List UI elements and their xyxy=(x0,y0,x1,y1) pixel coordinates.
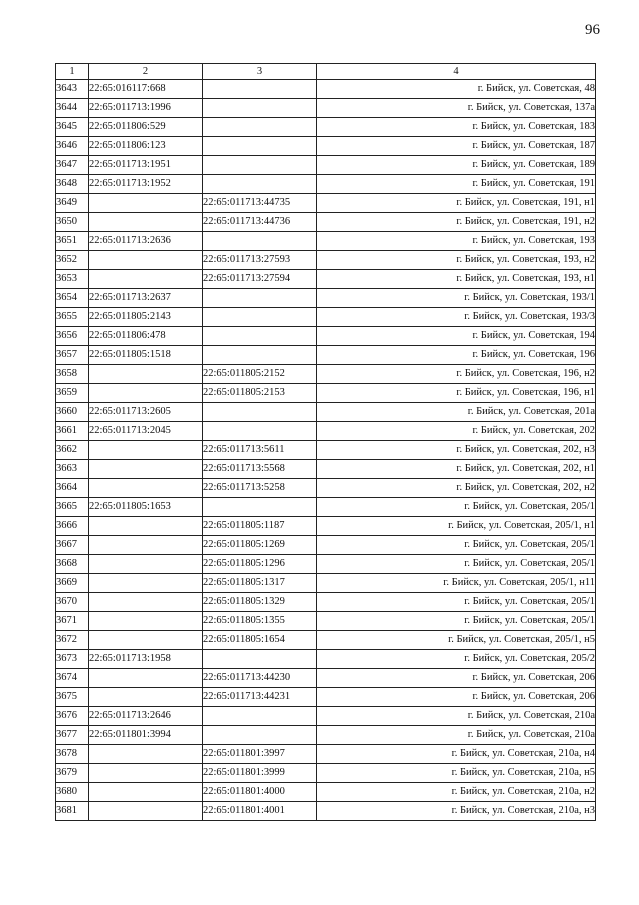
table-row xyxy=(56,498,596,517)
row-number-cell: 3656 xyxy=(56,327,89,346)
address-cell: г. Бийск, ул. Советская, 189 xyxy=(317,156,596,175)
address-cell: г. Бийск, ул. Советская, 206 xyxy=(317,669,596,688)
address-cell: г. Бийск, ул. Советская, 196 xyxy=(317,346,596,365)
address-cell: г. Бийск, ул. Советская, 205/1 xyxy=(317,612,596,631)
building-cadastral-number-cell: 22:65:011801:3999 xyxy=(203,764,317,783)
table-row xyxy=(56,802,596,821)
land-cadastral-number-cell xyxy=(89,745,203,764)
land-cadastral-number-cell: 22:65:011713:1952 xyxy=(89,175,203,194)
table-body xyxy=(56,80,596,821)
land-cadastral-number-cell xyxy=(89,270,203,289)
building-cadastral-number-cell: 22:65:011713:27593 xyxy=(203,251,317,270)
building-cadastral-number-cell: 22:65:011713:44230 xyxy=(203,669,317,688)
address-cell: г. Бийск, ул. Советская, 191, н1 xyxy=(317,194,596,213)
address-cell: г. Бийск, ул. Советская, 205/1, н11 xyxy=(317,574,596,593)
table-row xyxy=(56,764,596,783)
row-number-cell: 3660 xyxy=(56,403,89,422)
table-row xyxy=(56,384,596,403)
row-number-cell: 3650 xyxy=(56,213,89,232)
row-number-cell: 3666 xyxy=(56,517,89,536)
building-cadastral-number-cell xyxy=(203,232,317,251)
address-cell: г. Бийск, ул. Советская, 210а xyxy=(317,707,596,726)
land-cadastral-number-cell xyxy=(89,213,203,232)
land-cadastral-number-cell: 22:65:011806:529 xyxy=(89,118,203,137)
table-row xyxy=(56,118,596,137)
building-cadastral-number-cell: 22:65:011805:1296 xyxy=(203,555,317,574)
address-cell: г. Бийск, ул. Советская, 202, н1 xyxy=(317,460,596,479)
address-cell: г. Бийск, ул. Советская, 210а, н3 xyxy=(317,802,596,821)
building-cadastral-number-cell xyxy=(203,80,317,99)
row-number-cell: 3667 xyxy=(56,536,89,555)
table-row xyxy=(56,593,596,612)
land-cadastral-number-cell: 22:65:011801:3994 xyxy=(89,726,203,745)
land-cadastral-number-cell: 22:65:011713:1958 xyxy=(89,650,203,669)
land-cadastral-number-cell xyxy=(89,251,203,270)
address-cell: г. Бийск, ул. Советская, 201а xyxy=(317,403,596,422)
row-number-cell: 3658 xyxy=(56,365,89,384)
building-cadastral-number-cell: 22:65:011801:4000 xyxy=(203,783,317,802)
land-cadastral-number-cell xyxy=(89,384,203,403)
building-cadastral-number-cell: 22:65:011805:1355 xyxy=(203,612,317,631)
land-cadastral-number-cell xyxy=(89,631,203,650)
column-header-3: 3 xyxy=(203,64,317,80)
row-number-cell: 3664 xyxy=(56,479,89,498)
table-row xyxy=(56,175,596,194)
land-cadastral-number-cell xyxy=(89,441,203,460)
table-row xyxy=(56,194,596,213)
property-registry-table xyxy=(55,63,596,821)
address-cell: г. Бийск, ул. Советская, 193, н1 xyxy=(317,270,596,289)
table-row xyxy=(56,403,596,422)
building-cadastral-number-cell: 22:65:011805:2152 xyxy=(203,365,317,384)
address-cell: г. Бийск, ул. Советская, 194 xyxy=(317,327,596,346)
building-cadastral-number-cell: 22:65:011713:44736 xyxy=(203,213,317,232)
row-number-cell: 3670 xyxy=(56,593,89,612)
address-cell: г. Бийск, ул. Советская, 183 xyxy=(317,118,596,137)
building-cadastral-number-cell: 22:65:011713:27594 xyxy=(203,270,317,289)
table-row xyxy=(56,80,596,99)
building-cadastral-number-cell: 22:65:011713:5568 xyxy=(203,460,317,479)
land-cadastral-number-cell: 22:65:011713:2605 xyxy=(89,403,203,422)
row-number-cell: 3663 xyxy=(56,460,89,479)
address-cell: г. Бийск, ул. Советская, 210а xyxy=(317,726,596,745)
building-cadastral-number-cell: 22:65:011805:2153 xyxy=(203,384,317,403)
table-row xyxy=(56,422,596,441)
column-header-2: 2 xyxy=(89,64,203,80)
building-cadastral-number-cell xyxy=(203,707,317,726)
land-cadastral-number-cell: 22:65:011713:2045 xyxy=(89,422,203,441)
table-row xyxy=(56,289,596,308)
address-cell: г. Бийск, ул. Советская, 137а xyxy=(317,99,596,118)
row-number-cell: 3651 xyxy=(56,232,89,251)
building-cadastral-number-cell: 22:65:011713:5611 xyxy=(203,441,317,460)
table-row xyxy=(56,441,596,460)
row-number-cell: 3645 xyxy=(56,118,89,137)
address-cell: г. Бийск, ул. Советская, 196, н1 xyxy=(317,384,596,403)
row-number-cell: 3643 xyxy=(56,80,89,99)
table-row xyxy=(56,137,596,156)
building-cadastral-number-cell xyxy=(203,403,317,422)
row-number-cell: 3649 xyxy=(56,194,89,213)
row-number-cell: 3654 xyxy=(56,289,89,308)
address-cell: г. Бийск, ул. Советская, 205/2 xyxy=(317,650,596,669)
column-header-4: 4 xyxy=(317,64,596,80)
building-cadastral-number-cell: 22:65:011801:3997 xyxy=(203,745,317,764)
address-cell: г. Бийск, ул. Советская, 205/1, н1 xyxy=(317,517,596,536)
land-cadastral-number-cell: 22:65:011713:2636 xyxy=(89,232,203,251)
land-cadastral-number-cell: 22:65:011713:2646 xyxy=(89,707,203,726)
page-number: 96 xyxy=(585,22,600,38)
land-cadastral-number-cell: 22:65:016117:668 xyxy=(89,80,203,99)
row-number-cell: 3646 xyxy=(56,137,89,156)
address-cell: г. Бийск, ул. Советская, 193/3 xyxy=(317,308,596,327)
land-cadastral-number-cell: 22:65:011713:1951 xyxy=(89,156,203,175)
table-row xyxy=(56,650,596,669)
address-cell: г. Бийск, ул. Советская, 48 xyxy=(317,80,596,99)
row-number-cell: 3680 xyxy=(56,783,89,802)
address-cell: г. Бийск, ул. Советская, 205/1 xyxy=(317,498,596,517)
table-row xyxy=(56,365,596,384)
table-row xyxy=(56,460,596,479)
building-cadastral-number-cell xyxy=(203,118,317,137)
table-row xyxy=(56,536,596,555)
land-cadastral-number-cell: 22:65:011805:1653 xyxy=(89,498,203,517)
land-cadastral-number-cell xyxy=(89,194,203,213)
address-cell: г. Бийск, ул. Советская, 202 xyxy=(317,422,596,441)
table-row xyxy=(56,783,596,802)
building-cadastral-number-cell xyxy=(203,308,317,327)
row-number-cell: 3647 xyxy=(56,156,89,175)
address-cell: г. Бийск, ул. Советская, 191, н2 xyxy=(317,213,596,232)
building-cadastral-number-cell: 22:65:011805:1269 xyxy=(203,536,317,555)
building-cadastral-number-cell: 22:65:011805:1654 xyxy=(203,631,317,650)
row-number-cell: 3653 xyxy=(56,270,89,289)
land-cadastral-number-cell xyxy=(89,612,203,631)
table-row xyxy=(56,574,596,593)
address-cell: г. Бийск, ул. Советская, 205/1 xyxy=(317,555,596,574)
table-row xyxy=(56,612,596,631)
row-number-cell: 3662 xyxy=(56,441,89,460)
table-row xyxy=(56,327,596,346)
row-number-cell: 3676 xyxy=(56,707,89,726)
building-cadastral-number-cell xyxy=(203,137,317,156)
land-cadastral-number-cell xyxy=(89,593,203,612)
row-number-cell: 3673 xyxy=(56,650,89,669)
land-cadastral-number-cell xyxy=(89,479,203,498)
land-cadastral-number-cell xyxy=(89,688,203,707)
row-number-cell: 3655 xyxy=(56,308,89,327)
land-cadastral-number-cell: 22:65:011806:123 xyxy=(89,137,203,156)
building-cadastral-number-cell: 22:65:011801:4001 xyxy=(203,802,317,821)
land-cadastral-number-cell: 22:65:011805:2143 xyxy=(89,308,203,327)
building-cadastral-number-cell xyxy=(203,327,317,346)
table-row xyxy=(56,251,596,270)
land-cadastral-number-cell xyxy=(89,555,203,574)
building-cadastral-number-cell: 22:65:011805:1317 xyxy=(203,574,317,593)
table-header-row xyxy=(56,64,596,80)
building-cadastral-number-cell: 22:65:011713:44231 xyxy=(203,688,317,707)
row-number-cell: 3661 xyxy=(56,422,89,441)
land-cadastral-number-cell: 22:65:011805:1518 xyxy=(89,346,203,365)
row-number-cell: 3672 xyxy=(56,631,89,650)
land-cadastral-number-cell xyxy=(89,517,203,536)
address-cell: г. Бийск, ул. Советская, 205/1 xyxy=(317,593,596,612)
column-header-1: 1 xyxy=(56,64,89,80)
address-cell: г. Бийск, ул. Советская, 210а, н4 xyxy=(317,745,596,764)
address-cell: г. Бийск, ул. Советская, 193 xyxy=(317,232,596,251)
table-row xyxy=(56,232,596,251)
building-cadastral-number-cell xyxy=(203,156,317,175)
address-cell: г. Бийск, ул. Советская, 205/1 xyxy=(317,536,596,555)
building-cadastral-number-cell xyxy=(203,498,317,517)
building-cadastral-number-cell xyxy=(203,422,317,441)
land-cadastral-number-cell xyxy=(89,460,203,479)
table-row xyxy=(56,99,596,118)
address-cell: г. Бийск, ул. Советская, 193/1 xyxy=(317,289,596,308)
building-cadastral-number-cell xyxy=(203,99,317,118)
table-row xyxy=(56,156,596,175)
table-row xyxy=(56,745,596,764)
table-row xyxy=(56,555,596,574)
row-number-cell: 3657 xyxy=(56,346,89,365)
table-row xyxy=(56,517,596,536)
row-number-cell: 3652 xyxy=(56,251,89,270)
building-cadastral-number-cell xyxy=(203,346,317,365)
building-cadastral-number-cell: 22:65:011713:44735 xyxy=(203,194,317,213)
address-cell: г. Бийск, ул. Советская, 191 xyxy=(317,175,596,194)
table-row xyxy=(56,631,596,650)
row-number-cell: 3674 xyxy=(56,669,89,688)
land-cadastral-number-cell xyxy=(89,783,203,802)
row-number-cell: 3668 xyxy=(56,555,89,574)
row-number-cell: 3677 xyxy=(56,726,89,745)
row-number-cell: 3648 xyxy=(56,175,89,194)
land-cadastral-number-cell xyxy=(89,802,203,821)
building-cadastral-number-cell: 22:65:011805:1187 xyxy=(203,517,317,536)
address-cell: г. Бийск, ул. Советская, 202, н2 xyxy=(317,479,596,498)
address-cell: г. Бийск, ул. Советская, 193, н2 xyxy=(317,251,596,270)
building-cadastral-number-cell: 22:65:011713:5258 xyxy=(203,479,317,498)
land-cadastral-number-cell xyxy=(89,669,203,688)
address-cell: г. Бийск, ул. Советская, 196, н2 xyxy=(317,365,596,384)
land-cadastral-number-cell: 22:65:011713:1996 xyxy=(89,99,203,118)
table-row xyxy=(56,479,596,498)
land-cadastral-number-cell xyxy=(89,764,203,783)
row-number-cell: 3665 xyxy=(56,498,89,517)
land-cadastral-number-cell: 22:65:011713:2637 xyxy=(89,289,203,308)
building-cadastral-number-cell: 22:65:011805:1329 xyxy=(203,593,317,612)
land-cadastral-number-cell xyxy=(89,365,203,384)
row-number-cell: 3678 xyxy=(56,745,89,764)
row-number-cell: 3644 xyxy=(56,99,89,118)
land-cadastral-number-cell: 22:65:011806:478 xyxy=(89,327,203,346)
row-number-cell: 3671 xyxy=(56,612,89,631)
table-row xyxy=(56,669,596,688)
land-cadastral-number-cell xyxy=(89,574,203,593)
table-row xyxy=(56,308,596,327)
building-cadastral-number-cell xyxy=(203,650,317,669)
table-row xyxy=(56,726,596,745)
row-number-cell: 3669 xyxy=(56,574,89,593)
building-cadastral-number-cell xyxy=(203,175,317,194)
address-cell: г. Бийск, ул. Советская, 210а, н5 xyxy=(317,764,596,783)
table-row xyxy=(56,346,596,365)
row-number-cell: 3675 xyxy=(56,688,89,707)
address-cell: г. Бийск, ул. Советская, 202, н3 xyxy=(317,441,596,460)
address-cell: г. Бийск, ул. Советская, 206 xyxy=(317,688,596,707)
land-cadastral-number-cell xyxy=(89,536,203,555)
building-cadastral-number-cell xyxy=(203,726,317,745)
table-row xyxy=(56,270,596,289)
building-cadastral-number-cell xyxy=(203,289,317,308)
table-row xyxy=(56,688,596,707)
table-row xyxy=(56,213,596,232)
address-cell: г. Бийск, ул. Советская, 205/1, н5 xyxy=(317,631,596,650)
address-cell: г. Бийск, ул. Советская, 187 xyxy=(317,137,596,156)
address-cell: г. Бийск, ул. Советская, 210а, н2 xyxy=(317,783,596,802)
table-row xyxy=(56,707,596,726)
row-number-cell: 3681 xyxy=(56,802,89,821)
row-number-cell: 3659 xyxy=(56,384,89,403)
row-number-cell: 3679 xyxy=(56,764,89,783)
